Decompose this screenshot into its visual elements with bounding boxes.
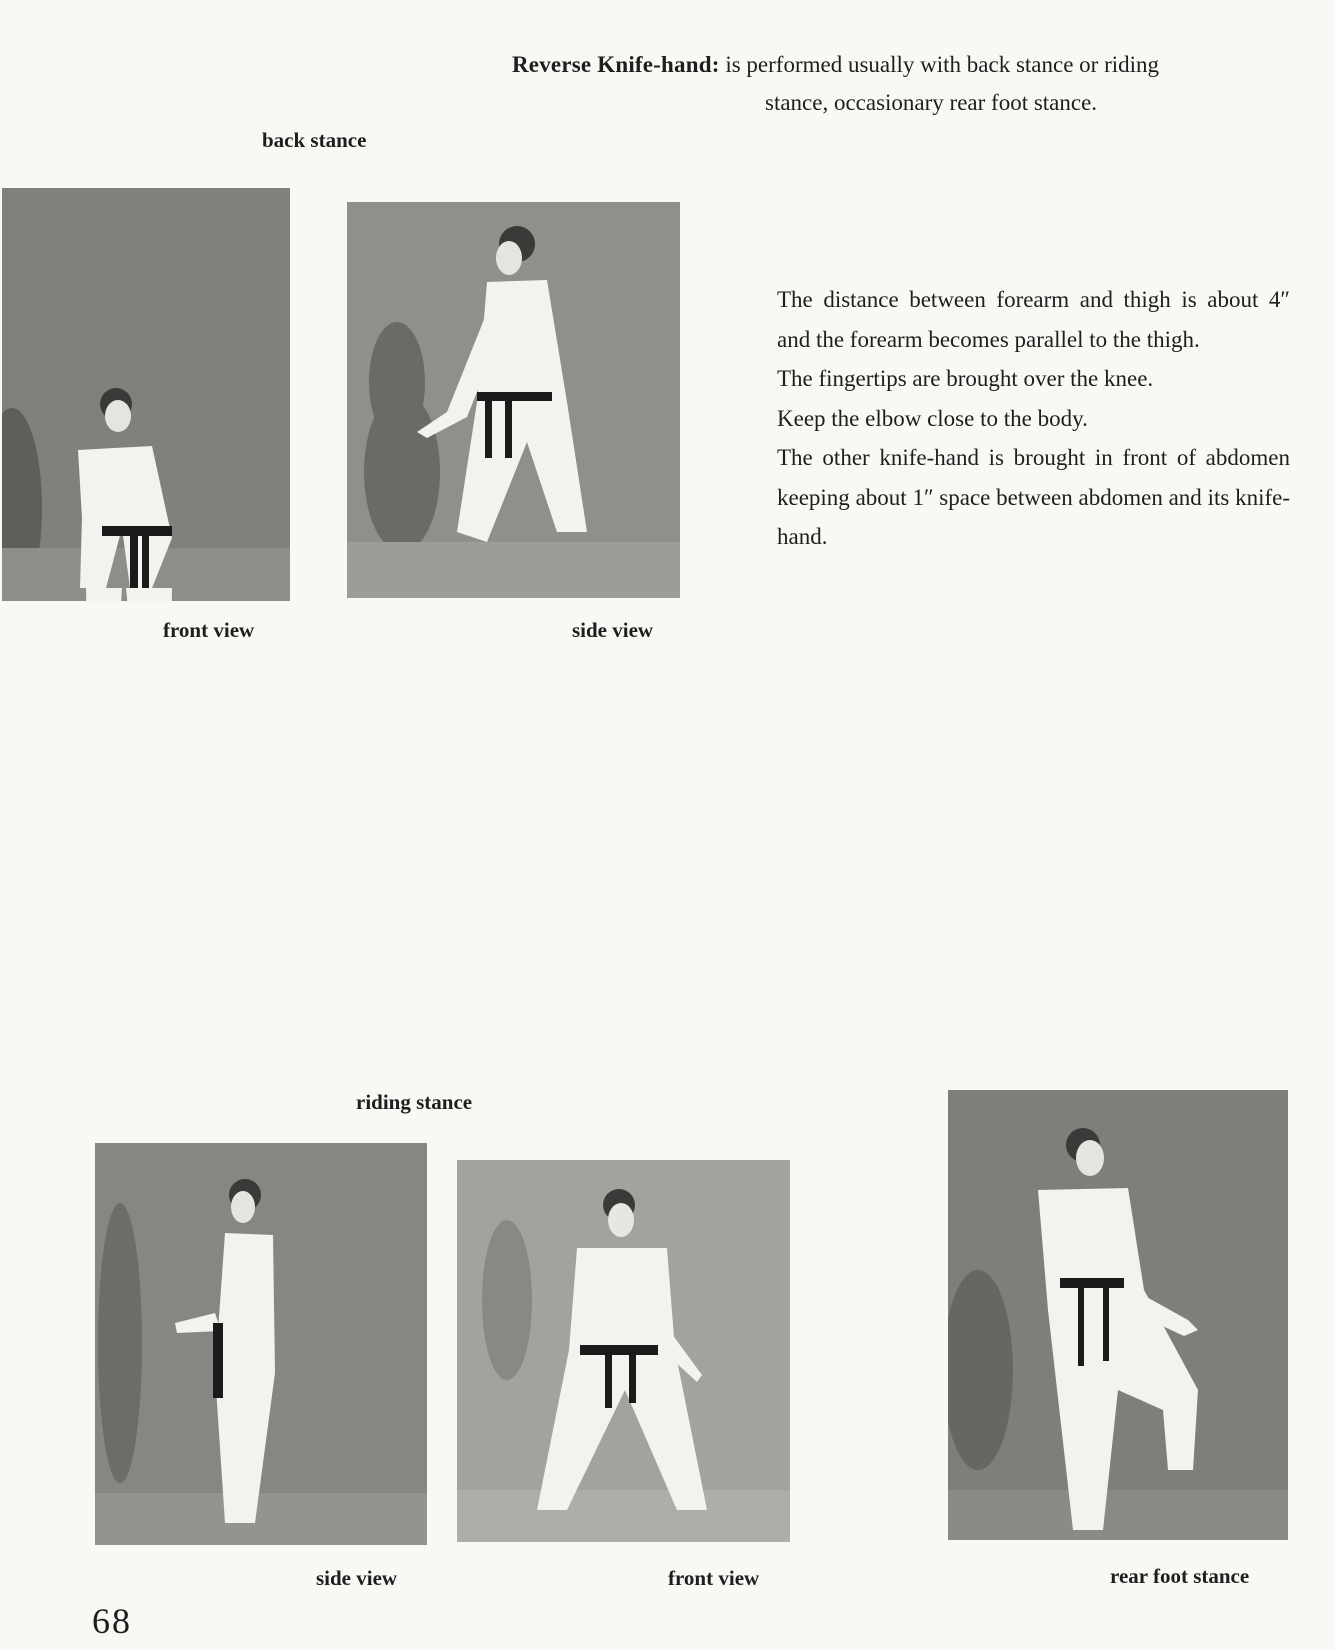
riding-stance-title: riding stance [356, 1090, 473, 1114]
photo-back-stance-side [347, 202, 680, 598]
page-number: 68 [92, 1601, 132, 1641]
photo-back-stance-front [2, 188, 290, 601]
technique-description [777, 280, 1290, 557]
description-paragraph: The fingertips are brought over the knee. [777, 366, 1154, 391]
heading-term: Reverse Knife-hand [512, 52, 712, 77]
caption-front-view: front view [668, 1566, 760, 1590]
caption-front-view: front view [163, 618, 255, 642]
description-paragraph: The distance between forearm and thigh is about 4″ and the forearm becomes parallel to the thigh. [777, 287, 1290, 352]
karateka-figure-illustration [347, 202, 680, 598]
section-heading [512, 46, 1302, 122]
caption-rear-foot-stance: rear foot stance [1110, 1564, 1250, 1588]
karateka-figure-illustration [948, 1090, 1288, 1540]
heading-separator: : [711, 52, 720, 77]
caption-side-view: side view [316, 1566, 398, 1590]
back-stance-title: back stance [262, 128, 367, 152]
caption-side-view: side view [572, 618, 654, 642]
heading-definition-line1: is performed usually with back stance or riding [725, 52, 1160, 77]
karateka-figure-illustration [95, 1143, 427, 1545]
photo-riding-stance-side [95, 1143, 427, 1545]
heading-definition-line2: stance, occasionary rear foot stance. [765, 90, 1098, 115]
karateka-figure-illustration [2, 188, 290, 601]
photo-riding-stance-front [457, 1160, 790, 1542]
description-paragraph: The other knife-hand is brought in front of abdomen keeping about 1″ space between abdomen and its knife-hand. [777, 445, 1290, 549]
karateka-figure-illustration [457, 1160, 790, 1542]
description-paragraph: Keep the elbow close to the body. [777, 405, 1088, 431]
photo-rear-foot-stance [948, 1090, 1288, 1540]
